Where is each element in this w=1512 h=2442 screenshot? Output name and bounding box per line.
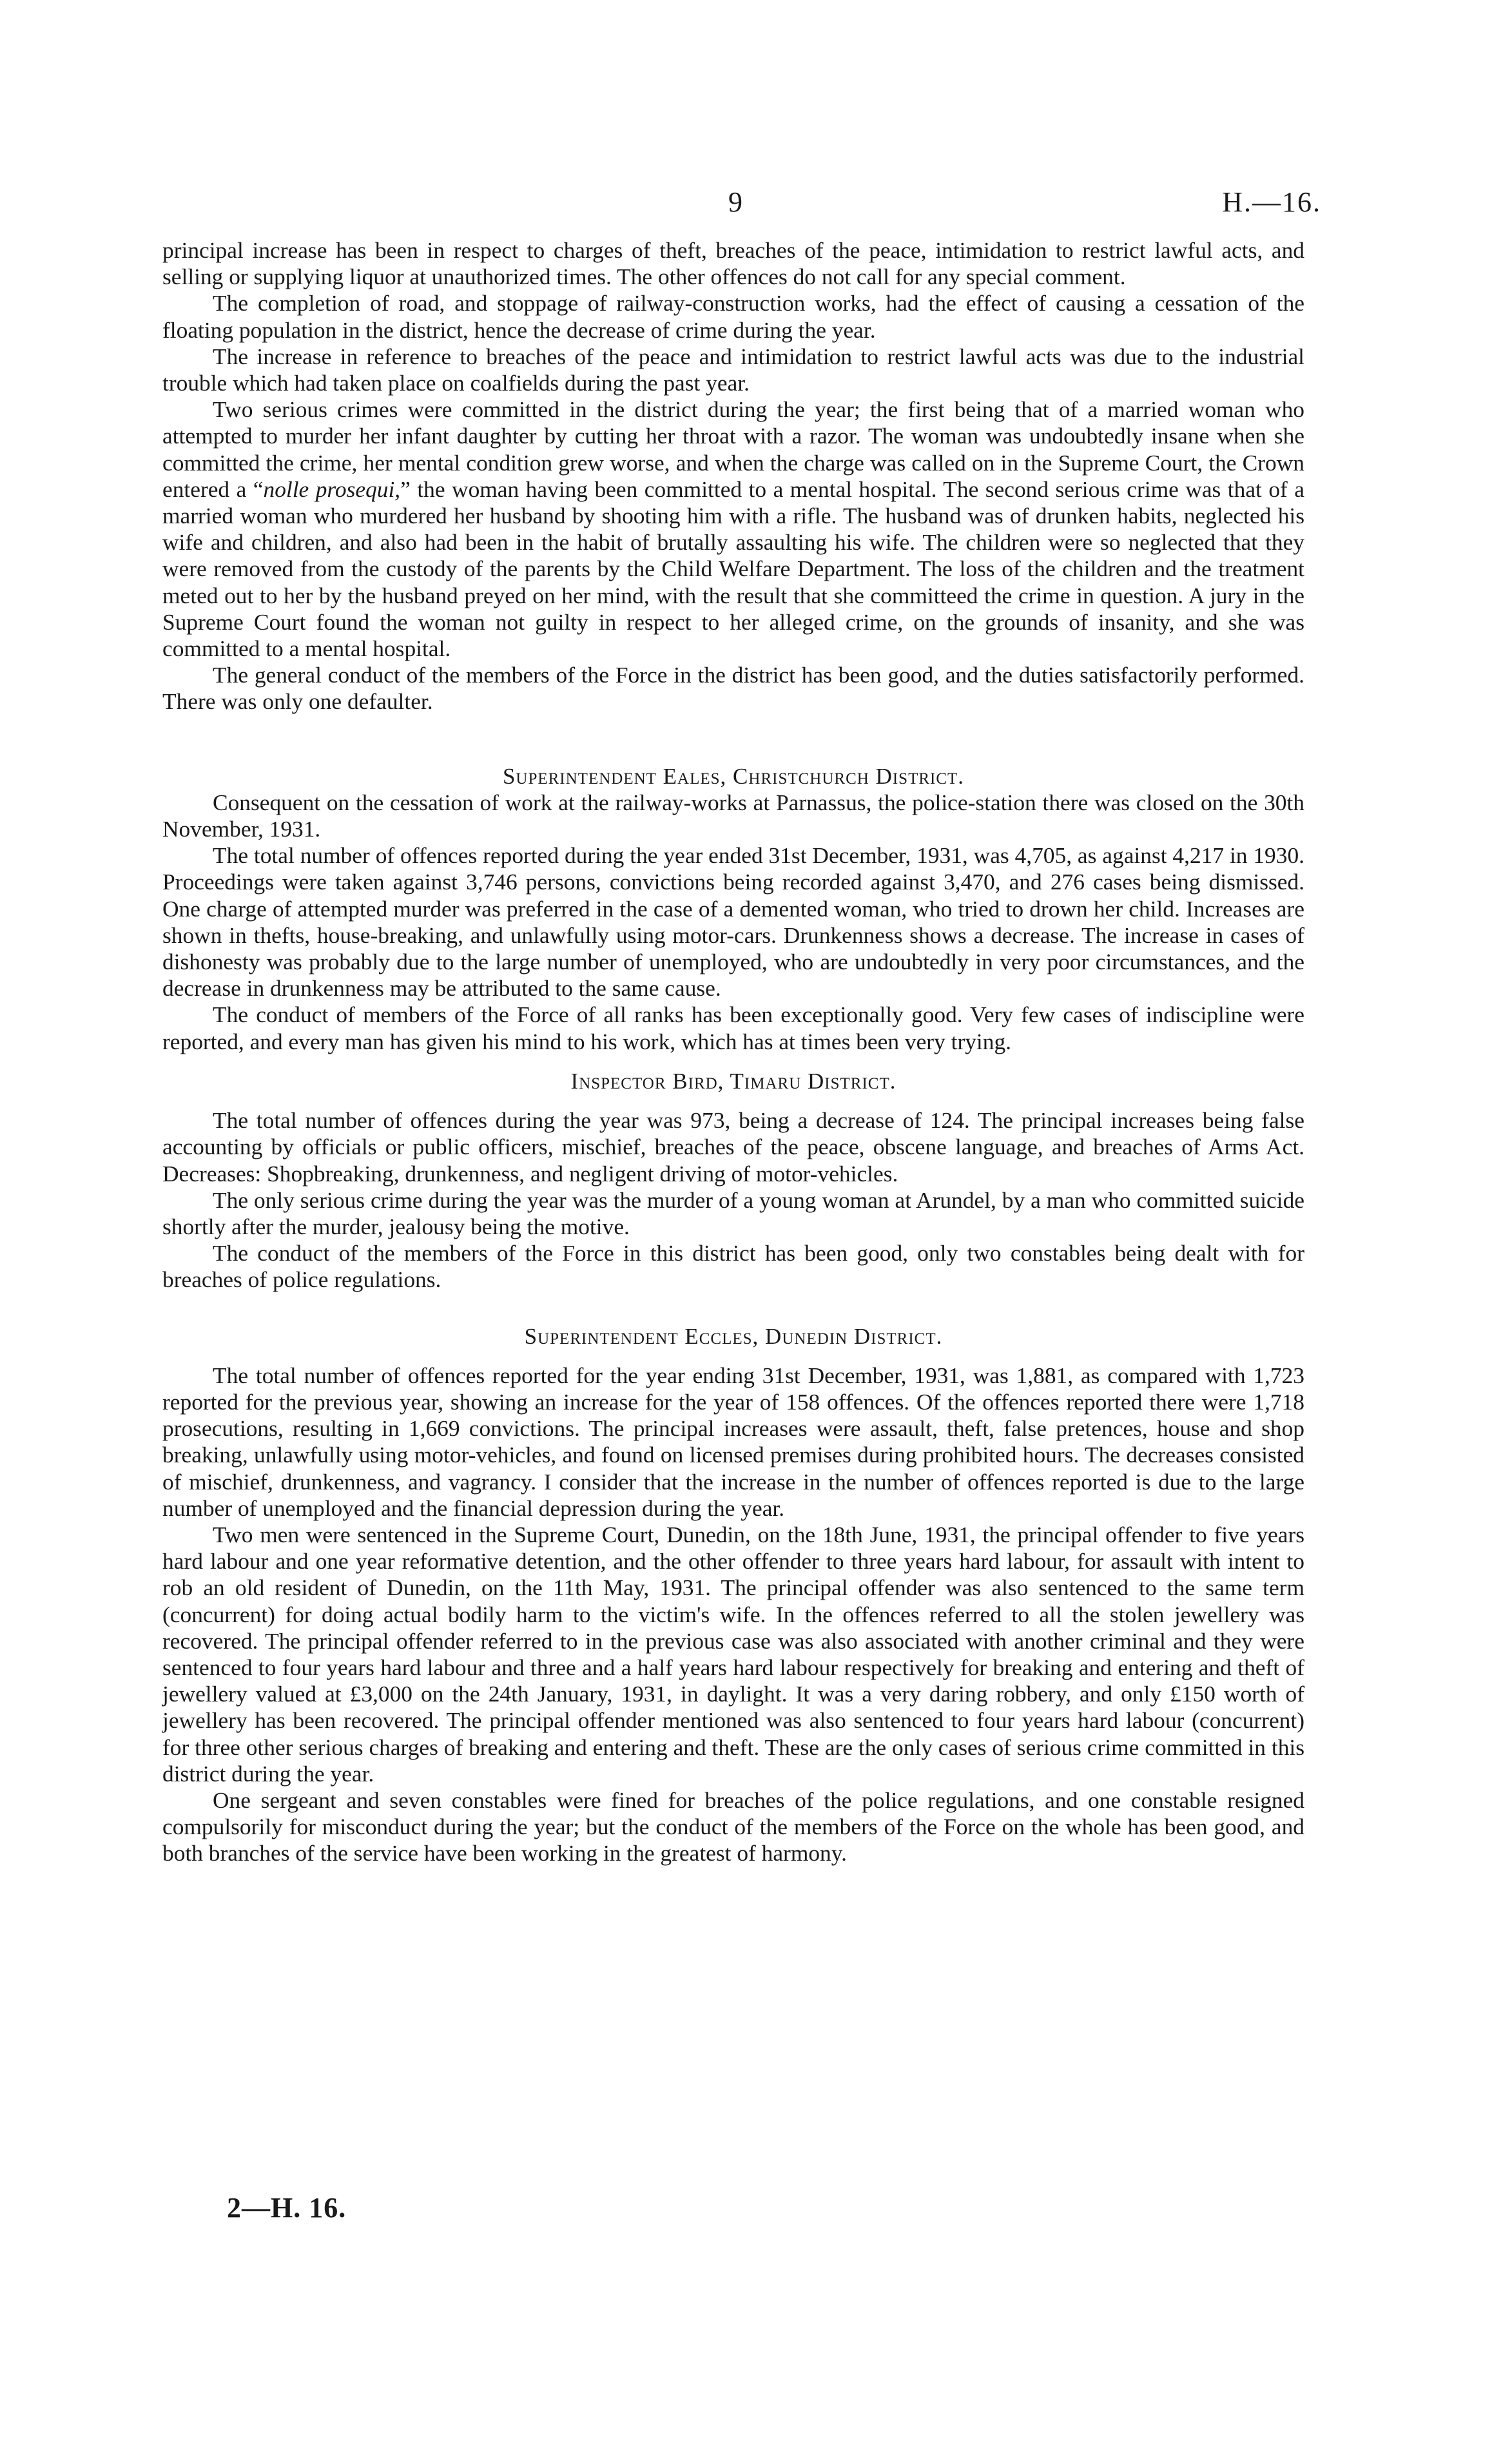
- latin-phrase: nolle prosequi,: [263, 476, 401, 502]
- paragraph: [162, 396, 1304, 662]
- paragraph-text: Two serious crimes were committed in the district during the year; the first being that of a married woman who attempted to murder her infant daughter by cutting her throat with a razor. The woman was undoubtedly insane when she committed the crime, her mental condition grew worse, and when the charge was called on in the Supreme Court, the Crown entered a “: [162, 396, 1304, 502]
- paragraph: The general conduct of the members of the Force in the district has been good, and the duties satisfactorily performed. There was only one defaulter.: [162, 662, 1304, 715]
- paragraph: The total number of offences reported during the year ended 31st December, 1931, was 4,705, as against 4,217 in 1930. Proceedings were taken against 3,746 persons, convictions being recorded against 3,470, and 276 cases being dismissed. One charge of attempted murder was preferred in the case of a demented woman, who tried to drown her child. Increases are shown in thefts, house-breaking, and unlawfully using motor-cars. Drunkenness shows a decrease. The increase in cases of dishonesty was probably due to the large number of unemployed, who are undoubtedly in very poor circumstances, and the decrease in drunkenness may be attributed to the same cause.: [162, 842, 1304, 1002]
- paragraph: The completion of road, and stoppage of railway-construction works, had the effect of causing a cessation of the floating population in the district, hence the decrease of crime during the year.: [162, 290, 1304, 343]
- series-identifier: H.—16.: [1222, 186, 1321, 218]
- page-header: [168, 186, 1321, 224]
- footer-signature-mark: 2—H. 16.: [227, 2192, 347, 2224]
- paragraph: Two men were sentenced in the Supreme Court, Dunedin, on the 18th June, 1931, the principal offender to five years hard labour and one year reformative detention, and the other offender to three years hard labour, for assault with intent to rob an old resident of Dunedin, on the 11th May, 1931. The principal offender was also sentenced to the same term (concurrent) for doing actual bodily harm to the victim's wife. In the offences referred to all the stolen jewellery was recovered. The principal offender referred to in the previous case was also associated with another criminal and they were sentenced to four years hard labour and three and a half years hard labour respectively for breaking and entering and theft of jewellery valued at £3,000 on the 24th January, 1931, in daylight. It was a very daring robbery, and only £150 worth of jewellery has been recovered. The principal offender mentioned was also sentenced to four years hard labour (concurrent) for three other serious charges of breaking and entering and theft. These are the only cases of serious crime committed in this district during the year.: [162, 1521, 1304, 1787]
- section-heading: Superintendent Eccles, Dunedin District.: [524, 1323, 943, 1349]
- paragraph: The only serious crime during the year was the murder of a young woman at Arundel, by a man who committed suicide shortly after the murder, jealousy being the motive.: [162, 1187, 1304, 1239]
- paragraph: The total number of offences reported for the year ending 31st December, 1931, was 1,881, as compared with 1,723 reported for the previous year, showing an increase for the year of 158 offences. Of the offences reported there were 1,718 prosecutions, resulting in 1,669 convictions. The principal increases were assault, theft, false pretences, house and shop breaking, unlawfully using motor-vehicles, and found on licensed premises during prohibited hours. The decreases consisted of mischief, drunkenness, and vagrancy. I consider that the increase in the number of offences reported is due to the large number of unemployed and the financial depression during the year.: [162, 1362, 1304, 1521]
- paragraph: The conduct of the members of the Force in this district has been good, only two constables being dealt with for breaches of police regulations.: [162, 1240, 1304, 1293]
- page-number: 9: [728, 186, 742, 218]
- section-heading: Superintendent Eales, Christchurch District.: [502, 763, 965, 789]
- paragraph: Consequent on the cessation of work at the railway-works at Parnassus, the police-station there was closed on the 30th November, 1931.: [162, 789, 1304, 842]
- section-heading: Inspector Bird, Timaru District.: [570, 1068, 897, 1094]
- document-body: [162, 237, 1304, 1867]
- paragraph: One sergeant and seven constables were fined for breaches of the police regulations, and one constable resigned compulsorily for misconduct during the year; but the conduct of the members of the Force on the whole has been good, and both branches of the service have been working in the greatest of harmony.: [162, 1787, 1304, 1866]
- paragraph-text: ” the woman having been committed to a mental hospital. The second serious crime was that of a married woman who murdered her husband by shooting him with a rifle. The husband was of drunken habits, neglected his wife and children, and also had been in the habit of brutally assaulting his wife. The children were so neglected that they were removed from the custody of the parents by the Child Welfare Department. The loss of the children and the treatment meted out to her by the husband preyed on her mind, with the result that she committeed the crime in question. A jury in the Supreme Court found the woman not guilty in respect to her alleged crime, on the grounds of insanity, and she was committed to a mental hospital.: [162, 476, 1304, 662]
- paragraph: The conduct of members of the Force of all ranks has been exceptionally good. Very few cases of indiscipline were reported, and every man has given his mind to his work, which has at times been very trying.: [162, 1002, 1304, 1054]
- paragraph: The total number of offences during the year was 973, being a decrease of 124. The principal increases being false accounting by officials or public officers, mischief, breaches of the peace, obscene language, and breaches of Arms Act. Decreases: Shopbreaking, drunkenness, and negligent driving of motor-vehicles.: [162, 1107, 1304, 1187]
- paragraph: The increase in reference to breaches of the peace and intimidation to restrict lawful acts was due to the industrial trouble which had taken place on coalfields during the past year.: [162, 343, 1304, 396]
- paragraph: principal increase has been in respect to charges of theft, breaches of the peace, intimidation to restrict lawful acts, and selling or supplying liquor at unauthorized times. The other offences do not call for any special comment.: [162, 237, 1304, 290]
